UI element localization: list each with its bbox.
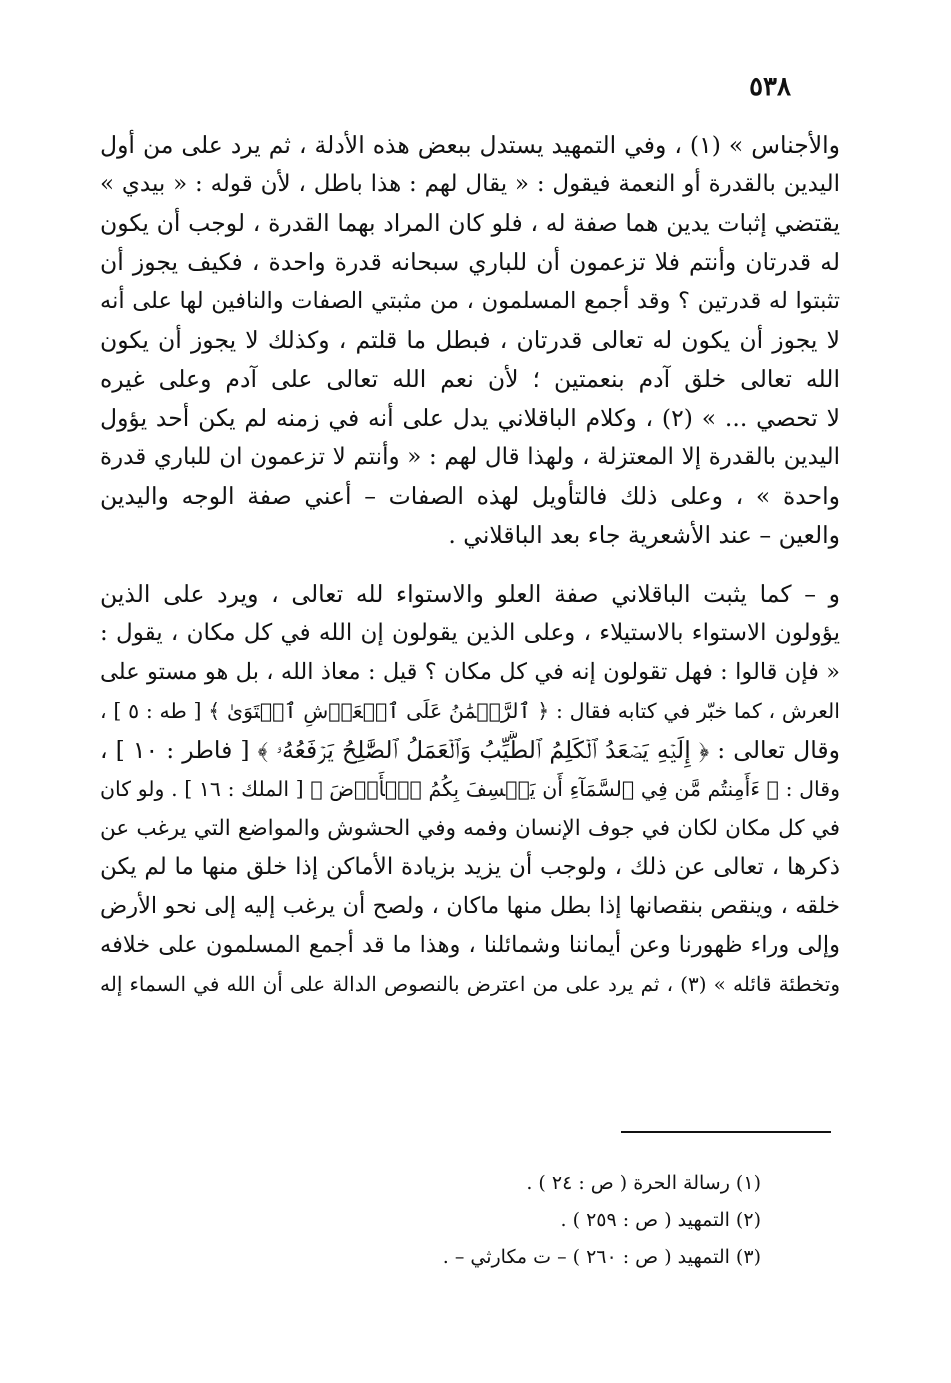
text-line: ذكرها ، تعالى عن ذلك ، ولوجب أن يزيد بزيادة الأماكن إذا خلق منها ما لم يكن: [100, 854, 840, 880]
text-line: لا تحصي ... » (٢) ، وكلام الباقلاني يدل على أنه في زمنه لم يكن أحد يؤول: [100, 404, 840, 432]
paragraph: [100, 126, 840, 555]
paragraph: [100, 575, 840, 1004]
footnote: (١) رسالة الحرة ( ص : ٢٤ ) .: [526, 1172, 761, 1194]
text-line: وإلى وراء ظهورنا وعن أيماننا وشمائلنا ، وهذا ما قد أجمع المسلمون على خلافه: [100, 932, 840, 958]
footnotes: [161, 1165, 761, 1276]
text-line: « فإن قالوا : فهل تقولون إنه في كل مكان ؟ قيل : معاذ الله ، بل هو مستو على: [100, 659, 840, 685]
paragraph-spacer: [100, 555, 840, 575]
text-line: له قدرتان وأنتم فلا تزعمون أن للباري سبحانه قدرة واحدة ، فكيف يجوز أن: [100, 248, 840, 276]
footnote: (٣) التمهيد ( ص : ٢٦٠ ) – ت مكارثي – .: [442, 1246, 761, 1268]
text-line: وقال : ﴿ ءَأَمِنتُم مَّن فِي ٱلسَّمَآءِ أَن يَخۡسِفَ بِكُمُ ٱلۡأَرۡضَ ﴾ [ الملك : ١٦ ] . ولو كان: [100, 777, 840, 801]
text-line: تثبتوا له قدرتين ؟ وقد أجمع المسلمون ، من مثبتي الصفات والنافين لها على أنه: [100, 288, 840, 314]
text-line: واحدة » ، وعلى ذلك فالتأويل لهذه الصفات – أعني صفة الوجه واليدين: [100, 482, 840, 510]
text-line: اليدين بالقدرة أو النعمة فيقول : « يقال لهم : هذا باطل ، لأن قوله : « بيدي »: [100, 171, 840, 197]
text-line: لا يجوز أن يكون له تعالى قدرتان ، فبطل ما قلتم ، وكذلك لا يجوز أن يكون: [100, 326, 840, 354]
page-number: ٥٣٨: [749, 72, 791, 102]
text-line: اليدين بالقدرة إلا المعتزلة ، ولهذا قال لهم : « وأنتم لا تزعمون ان للباري قدرة: [100, 444, 840, 470]
main-text: [100, 126, 840, 1004]
text-line: وقال تعالى : ﴿ إِلَيۡهِ يَصۡعَدُ ٱلۡكَلِمُ ٱلطَّيِّبُ وَٱلۡعَمَلُ ٱلصَّٰلِحُ يَرۡفَعُهُۥ ﴾ [ فاطر : ١٠ ] ،: [100, 736, 840, 764]
text-line: وتخطئة قائله » (٣) ، ثم يرد على من اعترض بالنصوص الدالة على أن الله في السماء إله: [100, 972, 840, 996]
text-line: الله تعالى خلق آدم بنعمتين ؛ لأن نعم الله تعالى على آدم وعلى غيره: [100, 365, 840, 393]
footnote: (٢) التمهيد ( ص : ٢٥٩ ) .: [560, 1209, 761, 1231]
text-line: خلقه ، وينقص بنقصانها إذا بطل منها ماكان ، ولصح أن يرغب إليه إلى نحو الأرض: [100, 893, 840, 919]
text-line: يقتضي إثبات يدين هما صفة له ، فلو كان المراد بهما القدرة ، لوجب أن يكون: [100, 209, 840, 237]
text-line: والأجناس » (١) ، وفي التمهيد يستدل ببعض هذه الأدلة ، ثم يرد على من أول: [100, 131, 840, 159]
text-line: في كل مكان لكان في جوف الإنسان وفمه وفي الحشوش والمواضع التي يرغب عن: [100, 816, 840, 841]
text-line: العرش ، كما خبّر في كتابه فقال : ﴿ ٱلرَّحۡمَٰنُ عَلَى ٱلۡعَرۡشِ ٱسۡتَوَىٰ ﴾ [ طه : ٥ ] ،: [100, 699, 840, 723]
text-line: يؤولون الاستواء بالاستيلاء ، وعلى الذين يقولون إن الله في كل مكان ، يقول :: [100, 620, 840, 646]
text-line: و – كما يثبت الباقلاني صفة العلو والاستواء لله تعالى ، ويرد على الذين: [100, 580, 840, 608]
footnote-separator: [621, 1131, 831, 1133]
text-line: والعين – عند الأشعرية جاء بعد الباقلاني .: [448, 521, 840, 549]
